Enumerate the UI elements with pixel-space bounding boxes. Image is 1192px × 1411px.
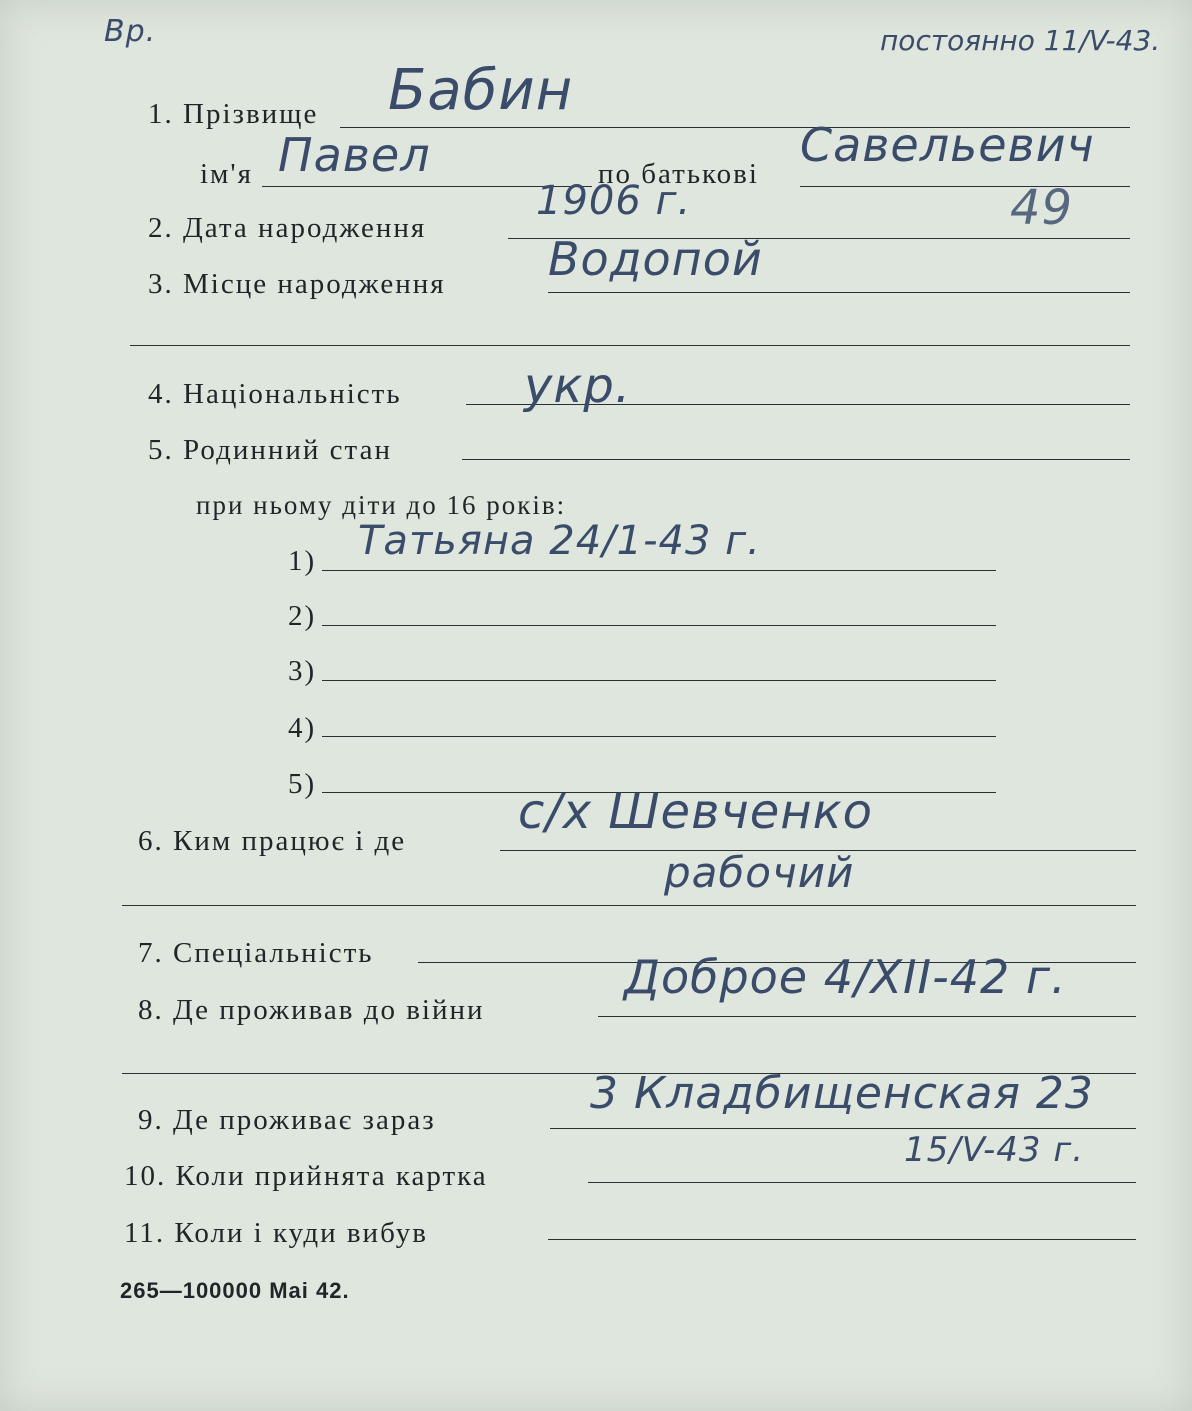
print-code: 265—100000 Mai 42. — [120, 1278, 350, 1303]
current-entry: 3 Кладбищенская 23 — [590, 1068, 1094, 1119]
child-1-line — [322, 570, 996, 571]
age-note: 49 — [1010, 180, 1074, 236]
birth-place-label: 3. Місце народження — [148, 268, 446, 300]
children-label: при ньому діти до 16 років: — [196, 490, 567, 520]
birth-place-entry: Водопой — [548, 232, 763, 286]
child-1-entry: Татьяна 24/1-43 г. — [358, 518, 761, 564]
child-2-line — [322, 625, 996, 626]
birth-date-label: 2. Дата народження — [148, 212, 427, 244]
work-entry: с/х Шевченко — [518, 784, 874, 840]
prewar-label: 8. Де проживав до війни — [138, 994, 485, 1026]
surname-entry: Бабин — [388, 58, 574, 123]
current-label: 9. Де проживає зараз — [138, 1104, 436, 1136]
child-5-number: 5) — [288, 768, 317, 800]
work-label: 6. Ким працює і де — [138, 825, 407, 857]
family-line — [462, 459, 1130, 460]
patronymic-line — [800, 186, 1130, 187]
child-4-number: 4) — [288, 712, 317, 744]
work-role-entry: рабочий — [664, 848, 855, 897]
card-date-entry: 15/V-43 г. — [904, 1130, 1085, 1170]
card-line — [588, 1182, 1136, 1183]
child-3-number: 3) — [288, 655, 317, 687]
current-line — [550, 1128, 1136, 1129]
corner-note-left: Вр. — [104, 14, 157, 49]
birth-year-entry: 1906 г. — [536, 178, 692, 224]
child-2-number: 2) — [288, 600, 317, 632]
card-label: 10. Коли прийнята картка — [124, 1160, 488, 1192]
patronymic-label: по батькові — [598, 158, 759, 190]
birth-place-line-2 — [130, 345, 1130, 346]
name-entry: Павел — [278, 128, 431, 182]
nationality-entry: укр. — [524, 358, 632, 414]
prewar-entry: Доброе 4/XII-42 г. — [624, 950, 1067, 1004]
birth-place-line — [548, 292, 1130, 293]
patronymic-entry: Савельевич — [800, 118, 1095, 172]
child-1-number: 1) — [288, 545, 317, 577]
prewar-line — [598, 1016, 1136, 1017]
family-label: 5. Родинний стан — [148, 434, 392, 466]
left-label: 11. Коли і куди вибув — [124, 1217, 428, 1249]
nationality-label: 4. Національність — [148, 378, 402, 410]
surname-label: 1. Прізвище — [148, 98, 319, 130]
corner-note-right: постоянно 11/V-43. — [880, 24, 1161, 57]
work-line-2 — [122, 905, 1136, 906]
left-line — [548, 1239, 1136, 1240]
name-label: ім'я — [200, 158, 253, 190]
child-4-line — [322, 736, 996, 737]
child-3-line — [322, 680, 996, 681]
speciality-label: 7. Спеціальність — [138, 937, 374, 969]
